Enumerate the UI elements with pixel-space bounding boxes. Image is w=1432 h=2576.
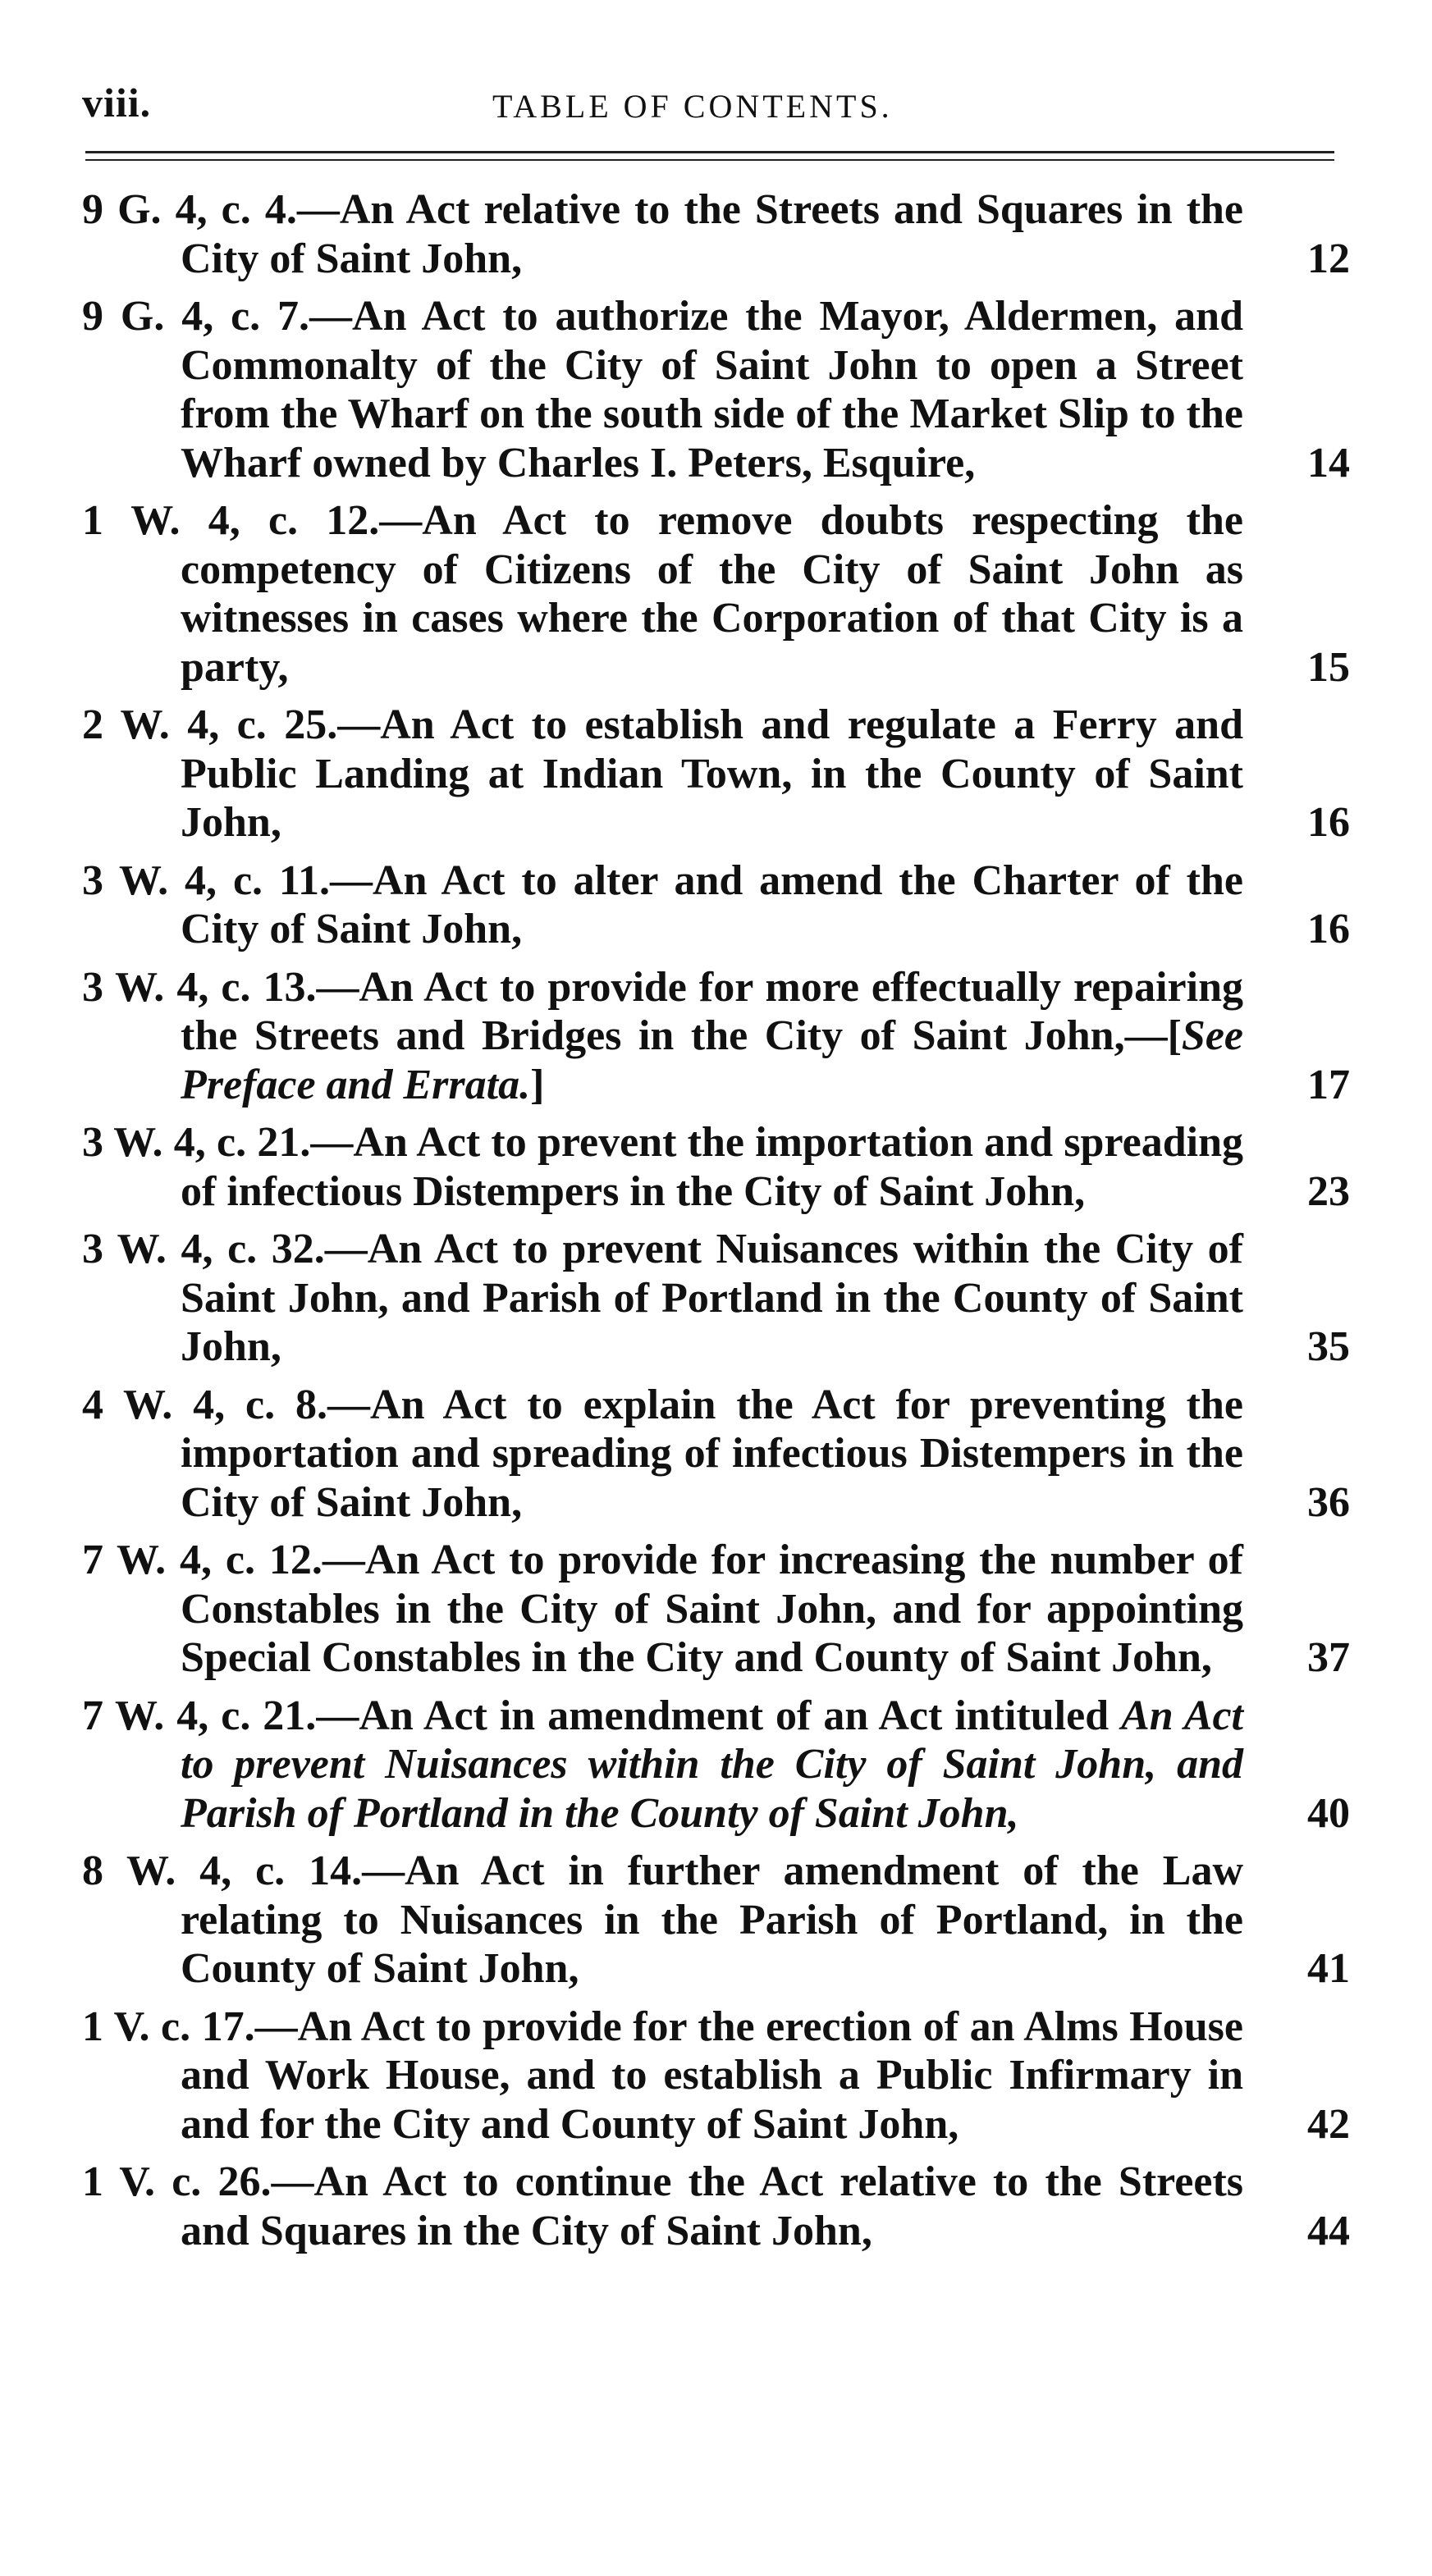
- contents-list: [82, 185, 1350, 2264]
- contents-entry: [82, 2158, 1350, 2255]
- contents-entry: [82, 856, 1350, 954]
- page-folio: viii.: [82, 80, 152, 126]
- act-title-italic: See Preface and Errata.: [181, 1012, 1243, 1108]
- act-title: —An Act to provide for the erection of an Alms House and Work House, and to establish a Public Infirmary in and for the City and County of Saint John,: [181, 2003, 1243, 2148]
- contents-entry: [82, 1381, 1350, 1528]
- page-number: 36: [1307, 1478, 1350, 1526]
- contents-entry: [82, 1118, 1350, 1216]
- header-rule-double: [85, 159, 1334, 161]
- act-title: —An Act in amendment of an Act intituled: [316, 1692, 1122, 1739]
- contents-entry: [82, 2003, 1350, 2149]
- act-citation: 9 G. 4, c. 4.: [82, 186, 297, 233]
- contents-entry: [82, 1847, 1350, 1994]
- act-citation: 7 W. 4, c. 12.: [82, 1537, 323, 1583]
- act-title: —An Act in further amendment of the Law relating to Nuisances in the Parish of Portland, in the County of Saint John,: [181, 1848, 1243, 1992]
- contents-entry: [82, 963, 1350, 1110]
- act-citation: 3 W. 4, c. 21.: [82, 1119, 311, 1166]
- act-citation: 1 V. c. 17.: [82, 2003, 255, 2050]
- act-title: —An Act to establish and regulate a Ferry and Public Landing at Indian Town, in the County of Saint John,: [181, 701, 1243, 846]
- act-title-tail: ]: [530, 1061, 545, 1108]
- contents-entry: [82, 1536, 1350, 1683]
- act-title: —An Act to prevent the importation and spreading of infectious Distempers in the City of Saint John,: [181, 1119, 1243, 1215]
- contents-entry: [82, 292, 1350, 487]
- act-title: —An Act to alter and amend the Charter of the City of Saint John,: [181, 856, 1243, 952]
- contents-entry: [82, 496, 1350, 692]
- act-citation: 2 W. 4, c. 25.: [82, 701, 338, 748]
- page-number: 16: [1307, 906, 1350, 952]
- page-number: 42: [1307, 2100, 1350, 2148]
- page-number: 40: [1307, 1789, 1350, 1837]
- contents-entry: [82, 1692, 1350, 1838]
- act-citation: 1 V. c. 26.: [82, 2158, 272, 2205]
- act-citation: 8 W. 4, c. 14.: [82, 1848, 363, 1894]
- act-citation: 9 G. 4, c. 7.: [82, 293, 310, 340]
- page-number: 35: [1307, 1323, 1350, 1370]
- running-head: [82, 79, 1346, 128]
- act-title: —An Act relative to the Streets and Squares in the City of Saint John,: [181, 186, 1244, 282]
- page-number: 17: [1307, 1061, 1350, 1108]
- contents-entry: [82, 185, 1350, 283]
- act-title: —An Act to provide for more effectually repairing the Streets and Bridges in the City of Saint John,—[: [181, 963, 1243, 1059]
- header-rule: [85, 151, 1334, 153]
- page-number: 23: [1307, 1167, 1350, 1215]
- contents-entry: [82, 701, 1350, 847]
- act-citation: 3 W. 4, c. 11.: [82, 856, 331, 904]
- page-number: 44: [1307, 2207, 1350, 2254]
- act-title: —An Act to explain the Act for preventing the importation and spreading of infectious Distempers in the City of Saint John,: [181, 1381, 1243, 1526]
- act-title: —An Act to authorize the Mayor, Aldermen, and Commonalty of the City of Saint John to open a Street from the Wharf on the south side of the Market Slip to the Wharf owned by Charles I. Peters, Esquire,: [181, 293, 1243, 486]
- page-number: 14: [1307, 439, 1350, 486]
- act-title: —An Act to continue the Act relative to the Streets and Squares in the City of Saint John,: [181, 2158, 1243, 2254]
- act-citation: 4 W. 4, c. 8.: [82, 1381, 328, 1428]
- page-title: TABLE OF CONTENTS.: [492, 88, 893, 125]
- page-number: 16: [1307, 799, 1350, 846]
- page-number: 15: [1307, 643, 1350, 691]
- act-title-italic: An Act to prevent Nuisances within the City of Saint John, and Parish of Portland in the County of Saint John,: [181, 1692, 1243, 1837]
- page-number: 12: [1307, 235, 1350, 282]
- contents-entry: [82, 1225, 1350, 1372]
- page-number: 37: [1307, 1634, 1350, 1681]
- act-citation: 3 W. 4, c. 32.: [82, 1226, 325, 1272]
- act-citation: 7 W. 4, c. 21.: [82, 1692, 317, 1739]
- act-title: —An Act to remove doubts respecting the competency of Citizens of the City of Saint John as witnesses in cases where the Corporation of that City is a party,: [181, 497, 1243, 691]
- page-number: 41: [1307, 1945, 1350, 1992]
- act-title: —An Act to prevent Nuisances within the City of Saint John, and Parish of Portland in the County of Saint John,: [181, 1226, 1243, 1370]
- act-citation: 1 W. 4, c. 12.: [82, 497, 380, 544]
- act-title: —An Act to provide for increasing the number of Constables in the City of Saint John, and for appointing Special Constables in the City and County of Saint John,: [181, 1537, 1243, 1681]
- act-citation: 3 W. 4, c. 13.: [82, 963, 317, 1011]
